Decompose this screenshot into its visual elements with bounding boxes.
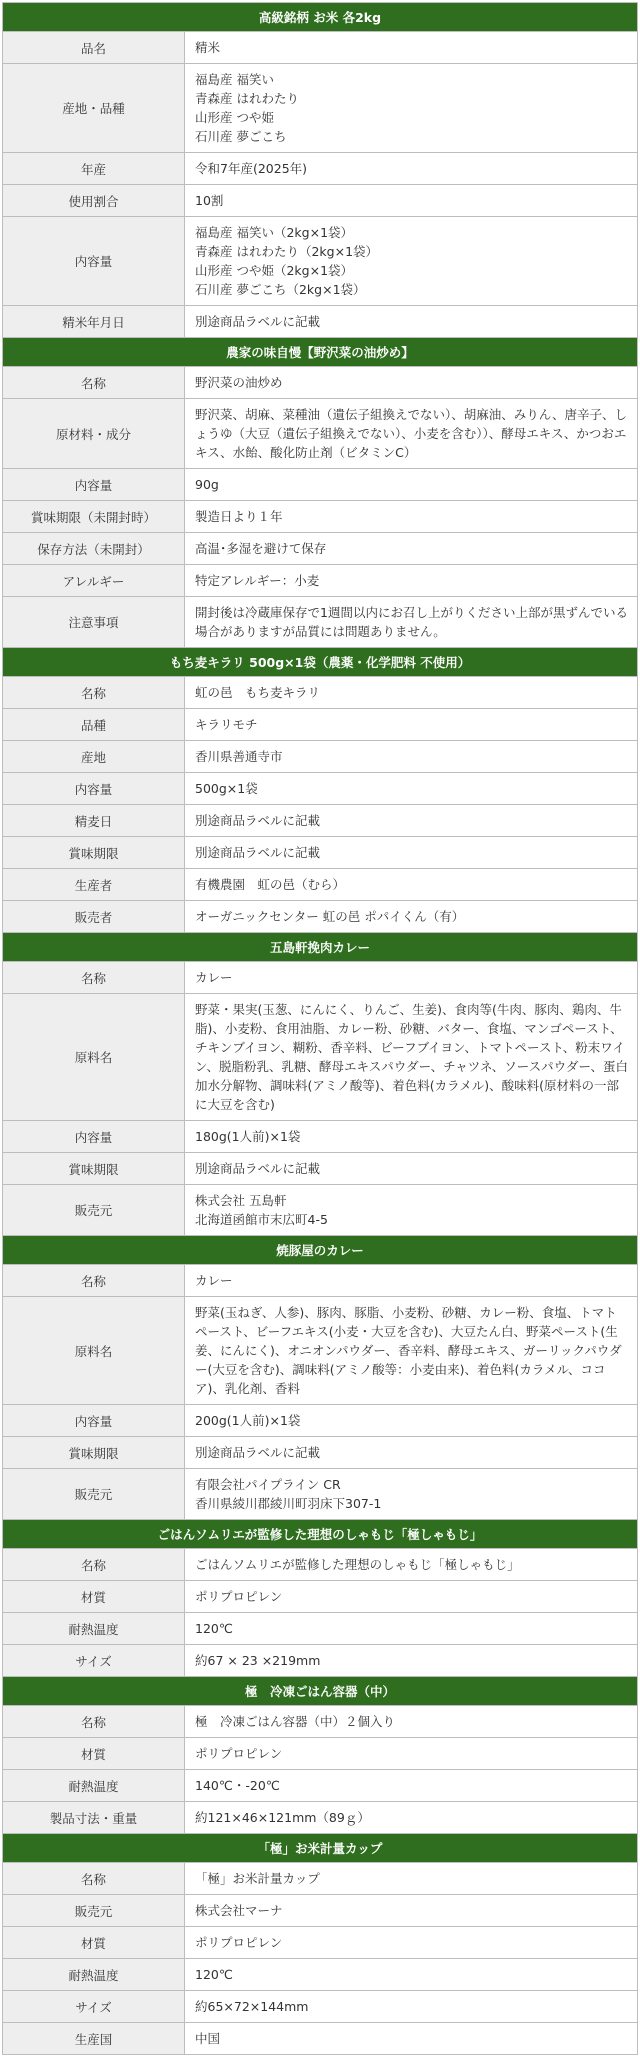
spec-row [2,399,638,469]
spec-value-line: 株式会社 五島軒 [195,1193,287,1208]
section-header: 農家の味自慢【野沢菜の油炒め】 [2,338,638,367]
section-header: もち麦キラリ 500g×1袋（農薬・化学肥料 不使用） [2,648,638,677]
spec-value [185,217,637,305]
spec-value [185,1185,637,1235]
spec-label: 耐熱温度 [3,1959,185,1990]
spec-value [185,1265,637,1296]
spec-value-line: 青森産 はれわたり（2kg×1袋） [195,244,379,259]
spec-table [2,2,638,2055]
spec-row [2,773,638,805]
spec-row [2,1613,638,1645]
spec-value-line: 別途商品ラベルに記載 [195,845,321,860]
spec-row [2,367,638,399]
spec-label: 内容量 [3,1405,185,1436]
spec-value [185,869,637,900]
spec-value-line: 福島産 福笑い（2kg×1袋） [195,225,354,240]
spec-value-line: 別途商品ラベルに記載 [195,1445,321,1460]
spec-value-line: キラリモチ [195,717,258,732]
section-header: ごはんソムリエが監修した理想のしゃもじ「極しゃもじ」 [2,1520,638,1549]
spec-value-line: ポリプロピレン [195,1935,283,1950]
spec-value [185,185,637,216]
spec-row [2,1469,638,1520]
spec-label: 名称 [3,1863,185,1894]
spec-label: 精米年月日 [3,306,185,337]
spec-value-line: 180g(1人前)×1袋 [195,1129,301,1144]
spec-value-line: 10割 [195,193,224,208]
spec-row [2,1297,638,1405]
spec-value-line: 有機農園 虹の邑（むら） [195,877,346,892]
spec-value-line: 令和7年産(2025年) [195,161,308,176]
spec-value [185,1121,637,1152]
spec-value-line: 北海道函館市末広町4-5 [195,1212,328,1227]
spec-label: 内容量 [3,1121,185,1152]
spec-value-line: 「極」お米計量カップ [195,1871,320,1886]
spec-value [185,1297,637,1404]
spec-label: 産地・品種 [3,64,185,152]
spec-value-line: 500g×1袋 [195,781,258,796]
spec-label: 材質 [3,1927,185,1958]
spec-value-line: 製造日より１年 [195,509,283,524]
spec-label: 使用割合 [3,185,185,216]
spec-value [185,1706,637,1737]
spec-label: サイズ [3,1645,185,1676]
spec-label: 販売元 [3,1185,185,1235]
spec-label: 耐熱温度 [3,1770,185,1801]
spec-value [185,1549,637,1580]
spec-value-line: 青森産 はれわたり [195,91,299,106]
spec-row [2,1645,638,1677]
spec-label: 耐熱温度 [3,1613,185,1644]
spec-value [185,741,637,772]
spec-row [2,805,638,837]
spec-row [2,469,638,501]
spec-value-text: 野沢菜、胡麻、菜種油（遺伝子組換えでない）、胡麻油、みりん、唐辛子、しょうゆ（大豆（遺伝子組換えでない）、小麦を含む））、酵母エキス、かつおエキス、水飴、酸化防止剤（ビタミンC） [195,407,628,460]
spec-value [185,805,637,836]
spec-value-line: 90g [195,477,219,492]
spec-label: 原料名 [3,1297,185,1404]
spec-label: 名称 [3,367,185,398]
spec-value [185,469,637,500]
spec-value [185,1927,637,1958]
spec-label: 生産国 [3,2023,185,2054]
spec-value [185,1802,637,1833]
spec-value-line: 約67 × 23 ×219mm [195,1653,321,1668]
spec-row [2,1738,638,1770]
spec-row [2,837,638,869]
spec-value-text: 野菜(玉ねぎ、人参)、豚肉、豚脂、小麦粉、砂糖、カレー粉、食塩、トマトペースト、ビーフエキス(小麦・大豆を含む)、大豆たん白、野菜ペースト(生姜、にんにく)、オニオンパウダー、香辛料、酵母エキス、ガーリックパウダー(大豆を含む)、調味料(アミノ酸等：小麦由来)、着色料(カラメル、ココア)、乳化剤、香料 [195,1305,622,1396]
spec-value-line: 香川県綾川郡綾川町羽床下307-1 [195,1496,382,1511]
spec-label: 生産者 [3,869,185,900]
spec-value [185,1437,637,1468]
spec-value-line: カレー [195,1273,233,1288]
spec-label: 産地 [3,741,185,772]
spec-label: 材質 [3,1581,185,1612]
spec-value [185,837,637,868]
spec-row [2,1185,638,1236]
spec-value-line: 別途商品ラベルに記載 [195,813,321,828]
spec-row [2,1706,638,1738]
spec-value-line: 有限会社パイプライン CR [195,1477,341,1492]
spec-value [185,533,637,564]
spec-value-line: 極 冷凍ごはん容器（中）２個入り [195,1714,396,1729]
spec-value-line: 200g(1人前)×1袋 [195,1413,301,1428]
spec-row [2,1121,638,1153]
spec-value-line: 約65×72×144mm [195,1999,309,2014]
spec-row [2,1802,638,1834]
spec-label: 名称 [3,1265,185,1296]
spec-value-line: ポリプロピレン [195,1746,283,1761]
spec-row [2,533,638,565]
spec-value-line: 別途商品ラベルに記載 [195,1161,321,1176]
spec-row [2,741,638,773]
spec-row [2,306,638,338]
section-header: 高級銘柄 お米 各2kg [2,3,638,32]
spec-label: 内容量 [3,469,185,500]
spec-row [2,1405,638,1437]
spec-row [2,709,638,741]
section-header: 極 冷凍ごはん容器（中） [2,1677,638,1706]
spec-value [185,1863,637,1894]
spec-row [2,1153,638,1185]
spec-value [185,367,637,398]
spec-value-line: 野沢菜の油炒め [195,375,283,390]
spec-value [185,773,637,804]
spec-row [2,597,638,648]
spec-value [185,677,637,708]
spec-label: 名称 [3,962,185,993]
spec-value [185,1153,637,1184]
spec-value-line: 精米 [195,40,221,55]
spec-value-line: 中国 [195,2031,221,2046]
spec-value-line: 虹の邑 もち麦キラリ [195,685,321,700]
spec-value-line: 高温･多湿を避けて保存 [195,541,327,556]
spec-value-line: 140℃・-20℃ [195,1778,280,1793]
spec-value-line: ポリプロピレン [195,1589,283,1604]
spec-value [185,501,637,532]
spec-value [185,1581,637,1612]
spec-row [2,869,638,901]
spec-label: 賞味期限 [3,837,185,868]
spec-row [2,185,638,217]
spec-label: 注意事項 [3,597,185,647]
spec-value [185,709,637,740]
spec-label: 製品寸法・重量 [3,1802,185,1833]
section-header: 焼豚屋のカレー [2,1236,638,1265]
spec-value [185,153,637,184]
spec-row [2,64,638,153]
spec-label: 販売者 [3,901,185,932]
spec-value-line: 石川産 夢ごこち（2kg×1袋） [195,282,366,297]
spec-value-line: カレー [195,970,233,985]
spec-value [185,994,637,1120]
spec-value [185,2023,637,2054]
spec-value [185,1405,637,1436]
spec-label: 名称 [3,1706,185,1737]
spec-value-line: 株式会社マーナ [195,1903,283,1918]
spec-row [2,1770,638,1802]
spec-value [185,32,637,63]
spec-row [2,217,638,306]
spec-value-line: 福島産 福笑い [195,72,274,87]
spec-row [2,962,638,994]
spec-row [2,1581,638,1613]
spec-value [185,399,637,468]
spec-label: 名称 [3,1549,185,1580]
spec-label: 賞味期限（未開封時） [3,501,185,532]
spec-row [2,1265,638,1297]
spec-row [2,1927,638,1959]
spec-value-line: ごはんソムリエが監修した理想のしゃもじ「極しゃもじ」 [195,1557,520,1572]
spec-row [2,1959,638,1991]
spec-value [185,1738,637,1769]
spec-row [2,153,638,185]
spec-row [2,565,638,597]
spec-value-text: 野菜・果実(玉葱、にんにく、りんご、生姜)、食肉等(牛肉、豚肉、鶏肉、牛脂)、小麦粉、食用油脂、カレー粉、砂糖、バター、食塩、マンゴペースト、チキンブイヨン、糊粉、香辛料、ビーフブイヨン、トマトペースト、粉末ワイン、脱脂粉乳、乳糖、酵母エキスパウダー、チャツネ、ソースパウダー、蛋白加水分解物、調味料(アミノ酸等)、着色料(カラメル)、酸味料(原材料の一部に大豆を含む) [195,1002,629,1112]
spec-label: 原料名 [3,994,185,1120]
spec-label: アレルギー [3,565,185,596]
spec-label: 年産 [3,153,185,184]
spec-label: 賞味期限 [3,1437,185,1468]
spec-value-text: 開封後は冷蔵庫保存で1週間以内にお召し上がりください上部が黒ずんでいる場合がありますが品質には問題ありません。 [195,605,628,639]
spec-value [185,306,637,337]
spec-value-line: 特定アレルギー：小麦 [195,573,320,588]
spec-value-line: 別途商品ラベルに記載 [195,314,321,329]
spec-value-line: 120℃ [195,1967,233,1982]
spec-row [2,1863,638,1895]
spec-row [2,1437,638,1469]
spec-label: 品名 [3,32,185,63]
spec-label: 原材料・成分 [3,399,185,468]
spec-label: 精麦日 [3,805,185,836]
section-header: 「極」お米計量カップ [2,1834,638,1863]
spec-value-line: 石川産 夢ごこち [195,129,287,144]
spec-row [2,32,638,64]
spec-label: 販売元 [3,1895,185,1926]
spec-value [185,1959,637,1990]
spec-row [2,501,638,533]
spec-value [185,1469,637,1519]
spec-value [185,565,637,596]
spec-value [185,1895,637,1926]
spec-label: 名称 [3,677,185,708]
spec-label: 賞味期限 [3,1153,185,1184]
spec-row [2,677,638,709]
spec-label: 販売元 [3,1469,185,1519]
spec-row [2,1991,638,2023]
spec-value-line: 香川県善通寺市 [195,749,283,764]
spec-value [185,901,637,932]
spec-label: 内容量 [3,217,185,305]
section-header: 五島軒挽肉カレー [2,933,638,962]
spec-label: 品種 [3,709,185,740]
spec-label: 材質 [3,1738,185,1769]
spec-value [185,1770,637,1801]
spec-row [2,901,638,933]
spec-value-line: 約121×46×121mm（89ｇ） [195,1810,370,1825]
spec-value [185,1613,637,1644]
spec-value [185,1645,637,1676]
spec-value-line: 山形産 つや姫（2kg×1袋） [195,263,354,278]
spec-value-line: 山形産 つや姫 [195,110,274,125]
spec-row [2,1549,638,1581]
spec-row [2,994,638,1121]
spec-row [2,2023,638,2055]
spec-value [185,64,637,152]
spec-label: サイズ [3,1991,185,2022]
spec-value-line: オーガニックセンター 虹の邑 ポパイくん（有） [195,909,465,924]
spec-value-line: 120℃ [195,1621,233,1636]
spec-label: 内容量 [3,773,185,804]
spec-label: 保存方法（未開封） [3,533,185,564]
spec-value [185,597,637,647]
spec-value [185,962,637,993]
spec-row [2,1895,638,1927]
